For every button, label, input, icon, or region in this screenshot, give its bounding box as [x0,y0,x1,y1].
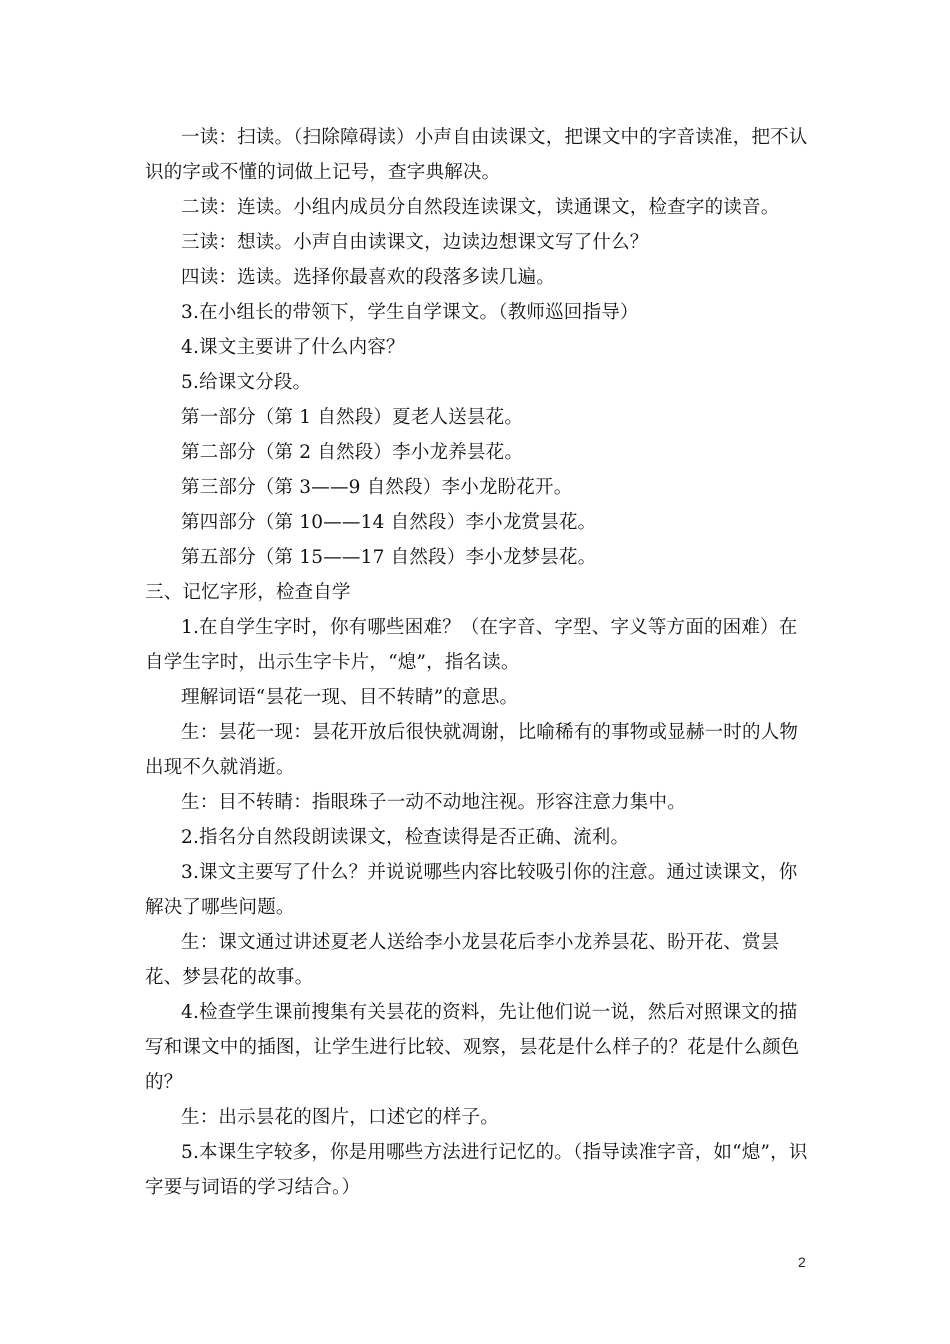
paragraph-read-four: 四读：选读。选择你最喜欢的段落多读几遍。 [181,267,556,288]
paragraph-answer-story: 生：课文通过讲述夏老人送给李小龙昙花后李小龙养昙花、盼开花、赏昙花、梦昙花的故事。 [145,932,780,988]
document-body [145,120,815,1205]
paragraph-question-2: 2.指名分自然段朗读课文，检查读得是否正确、流利。 [181,827,630,848]
paragraph-question-4: 4.检查学生课前搜集有关昙花的资料，先让他们说一说，然后对照课文的描写和课文中的插图，让学生进行比较、观察，昙花是什么样子的？花是什么颜色的？ [145,1002,800,1093]
paragraph-answer-picture: 生：出示昙花的图片，口述它的样子。 [181,1107,499,1128]
paragraph-question-3: 3.课文主要写了什么？并说说哪些内容比较吸引你的注意。通过读课文，你解决了哪些问题。 [145,862,798,918]
paragraph-question-5: 5.本课生字较多，你是用哪些方法进行记忆的。（指导读准字音，如“熄”，识字要与词语的学习结合。） [145,1142,808,1198]
paragraph-step-4: 4.课文主要讲了什么内容？ [181,337,405,358]
paragraph-step-5: 5.给课文分段。 [181,372,312,393]
page-number: 2 [798,1254,806,1270]
paragraph-read-two: 二读：连读。小组内成员分自然段连读课文，读通课文，检查字的读音。 [181,197,780,218]
paragraph-read-three: 三读：想读。小声自由读课文，边读边想课文写了什么？ [181,232,649,253]
paragraph-answer-mubuzhuanjing: 生：目不转睛：指眼珠子一动不动地注视。形容注意力集中。 [181,792,686,813]
section-part-three: 第三部分（第 3——9 自然段）李小龙盼花开。 [181,477,573,498]
section-part-five: 第五部分（第 15——17 自然段）李小龙梦昙花。 [181,547,597,568]
paragraph-word-meaning: 理解词语“昙花一现、目不转睛”的意思。 [181,687,519,708]
paragraph-step-3: 3.在小组长的带领下，学生自学课文。（教师巡回指导） [181,302,639,323]
paragraph-read-one: 一读：扫读。（扫除障碍读）小声自由读课文，把课文中的字音读准，把不认识的字或不懂的词做上记号，查字典解决。 [145,127,808,183]
section-part-four: 第四部分（第 10——14 自然段）李小龙赏昙花。 [181,512,597,533]
section-part-one: 第一部分（第 1 自然段）夏老人送昙花。 [181,407,524,428]
paragraph-question-1: 1.在自学生字时，你有哪些困难？（在字音、字型、字义等方面的困难）在自学生字时，出示生字卡片，“熄”，指名读。 [145,617,798,673]
paragraph-answer-tanhua: 生：昙花一现：昙花开放后很快就凋谢，比喻稀有的事物或显赫一时的人物出现不久就消逝。 [145,722,799,778]
section-heading: 三、记忆字形，检查自学 [145,582,351,603]
section-part-two: 第二部分（第 2 自然段）李小龙养昙花。 [181,442,524,463]
